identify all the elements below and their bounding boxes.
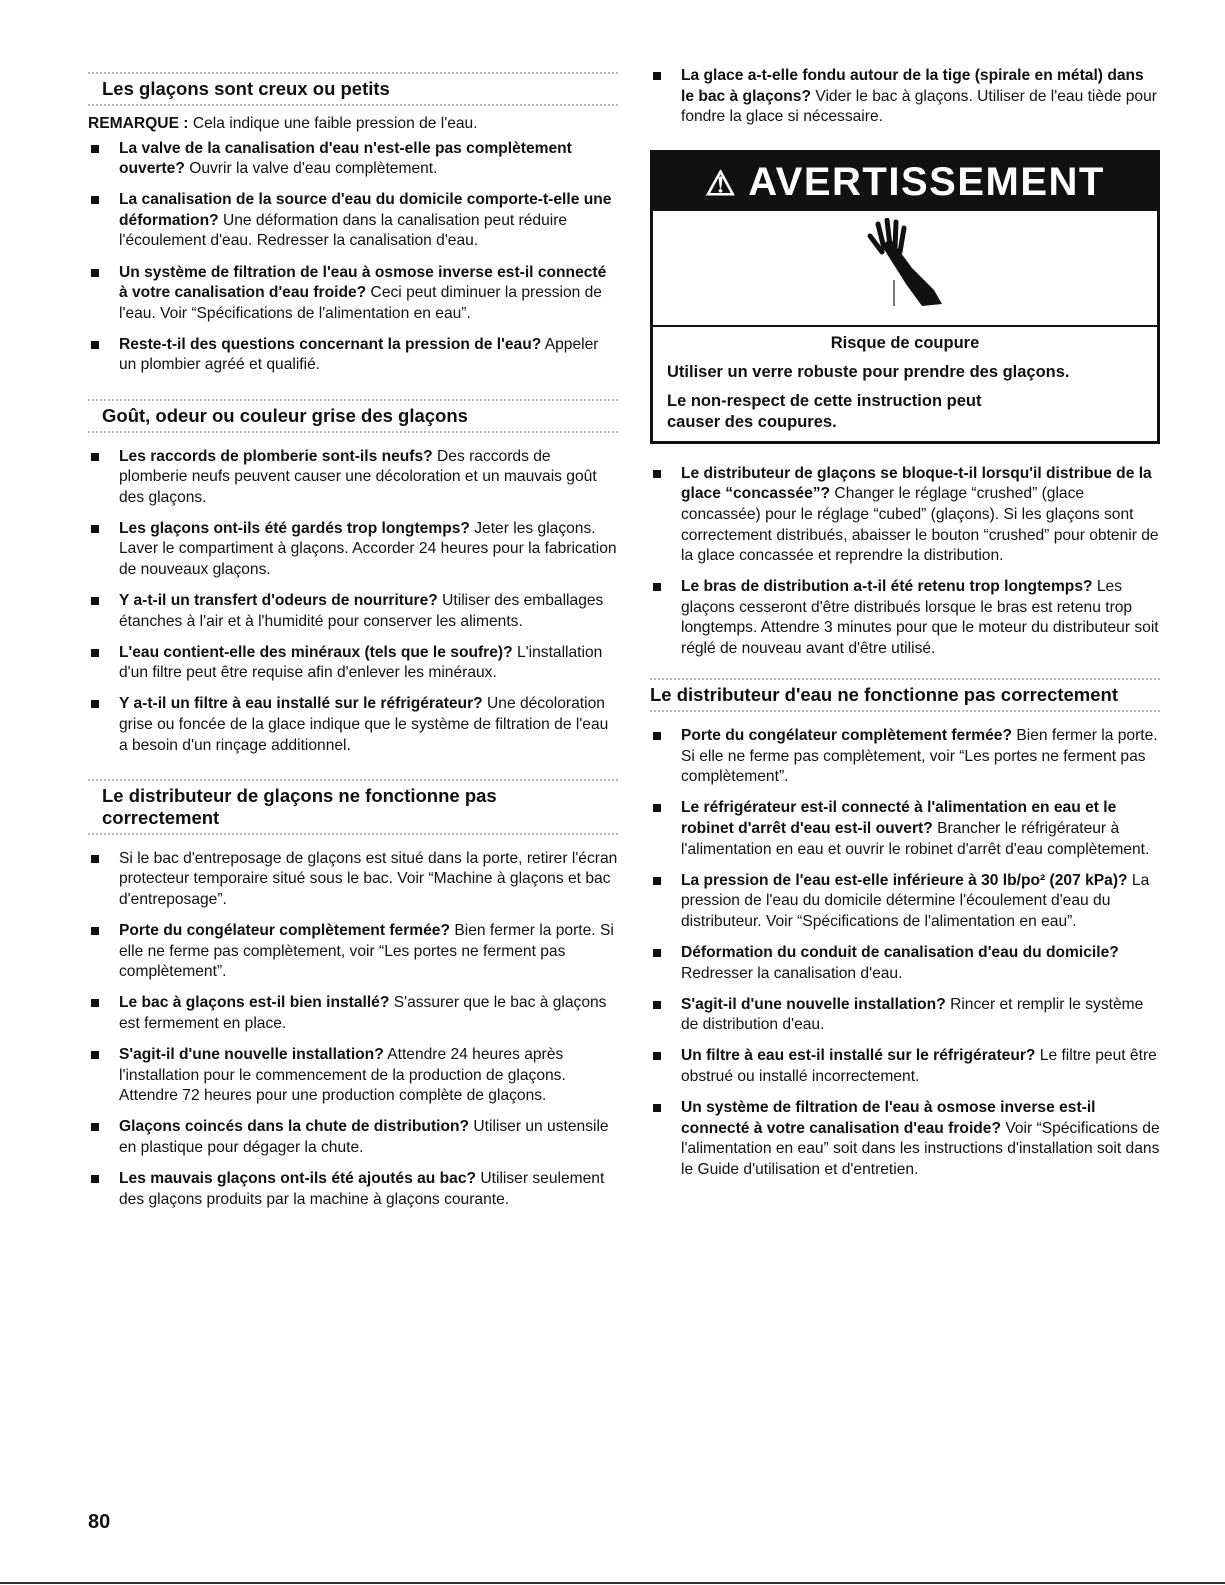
item-question: Porte du congélateur complètement fermée? bbox=[681, 727, 1013, 745]
item-answer: La pression de l'eau du domicile détermine l'écoulement d'eau du distributeur. Voir “Spécifications de l'alimentation en eau”. bbox=[681, 871, 1150, 930]
left-column bbox=[88, 0, 618, 1221]
square-bullet-icon bbox=[653, 470, 661, 478]
list-item bbox=[650, 577, 1160, 659]
item-question: Le bras de distribution a-t-il été retenu trop longtemps? bbox=[681, 578, 1093, 596]
warning-instruction: Utiliser un verre robuste pour prendre des glaçons. bbox=[667, 362, 1070, 381]
square-bullet-icon bbox=[91, 700, 99, 708]
cut-hand-icon bbox=[860, 218, 950, 318]
item-answer: Voir “Spécifications de l'alimentation en eau” soit dans les instructions d'installation soit dans le Guide d'utilisation et d'entretien. bbox=[681, 1119, 1160, 1178]
square-bullet-icon bbox=[91, 341, 99, 349]
bullet-list bbox=[88, 139, 618, 376]
section-heading: Les glaçons sont creux ou petits bbox=[102, 78, 390, 99]
item-answer: Utiliser seulement des glaçons produits par la machine à glaçons courante. bbox=[119, 1169, 605, 1208]
section-divider bbox=[88, 104, 618, 106]
list-item bbox=[650, 726, 1160, 788]
list-item bbox=[88, 190, 618, 252]
square-bullet-icon bbox=[653, 877, 661, 885]
note-text: Cela indique une faible pression de l'eau. bbox=[188, 115, 478, 132]
bullet-list bbox=[650, 66, 1160, 128]
list-item bbox=[88, 447, 618, 509]
square-bullet-icon bbox=[653, 949, 661, 957]
list-item bbox=[650, 871, 1160, 933]
item-question: Un système de filtration de l'eau à osmose inverse est-il connecté à votre canalisation d'eau froide? bbox=[681, 1099, 1096, 1137]
item-answer: Ceci peut diminuer la pression de l'eau. Voir “Spécifications de l'alimentation en eau”. bbox=[119, 284, 602, 322]
list-item bbox=[650, 995, 1160, 1036]
square-bullet-icon bbox=[653, 72, 661, 80]
item-question: Reste-t-il des questions concernant la pression de l'eau? bbox=[119, 335, 542, 353]
item-answer: L'installation d'un filtre peut être requise afin d'enlever les minéraux. bbox=[119, 643, 603, 682]
section-heading: Le distributeur de glaçons ne fonctionne pas correctement bbox=[102, 784, 497, 828]
note-label: REMARQUE : bbox=[88, 115, 189, 132]
square-bullet-icon bbox=[653, 1052, 661, 1060]
item-question: Un système de filtration de l'eau à osmose inverse est-il connecté à votre canalisation d'eau froide? bbox=[119, 263, 607, 302]
item-answer: Jeter les glaçons. Laver le compartiment à glaçons. Accorder 24 heures pour la fabrication de nouveaux glaçons. bbox=[119, 519, 617, 578]
item-question: Les mauvais glaçons ont-ils été ajoutés au bac? bbox=[119, 1169, 477, 1187]
item-answer: Les glaçons cesseront d'être distribués lorsque le bras est retenu trop longtemps. Attendre 3 minutes pour que le moteur du distributeur soit réglé de nouveau avant d'être utilisé. bbox=[681, 578, 1159, 658]
item-answer: Une déformation dans la canalisation peut réduire l'écoulement d'eau. Redresser la canalisation d'eau. bbox=[119, 211, 568, 250]
square-bullet-icon bbox=[91, 1123, 99, 1131]
item-question: La glace a-t-elle fondu autour de la tige (spirale en métal) dans le bac à glaçons? bbox=[681, 67, 1144, 105]
item-question: Le distributeur de glaçons se bloque-t-il lorsqu'il distribue de la glace “concassée”? bbox=[681, 464, 1152, 503]
item-answer: Le filtre peut être obstrué ou installé incorrectement. bbox=[681, 1047, 1157, 1085]
list-item bbox=[88, 849, 618, 911]
list-item bbox=[650, 1046, 1160, 1087]
warning-text bbox=[653, 327, 1157, 441]
item-question: Déformation du conduit de canalisation d'eau du domicile? bbox=[681, 943, 1119, 961]
square-bullet-icon bbox=[91, 597, 99, 605]
list-item bbox=[88, 993, 618, 1034]
item-answer: Bien fermer la porte. Si elle ne ferme pas complètement, voir “Les portes ne ferment pas complètement”. bbox=[681, 727, 1158, 786]
item-question: Porte du congélateur complètement fermée? bbox=[119, 922, 451, 940]
square-bullet-icon bbox=[91, 1175, 99, 1183]
item-question: L'eau contient-elle des minéraux (tels que le soufre)? bbox=[119, 643, 513, 661]
list-item bbox=[88, 519, 618, 581]
square-bullet-icon bbox=[91, 927, 99, 935]
item-answer: Attendre 24 heures après l'installation pour le commencement de la production de glaçons. Attendre 72 heures pour une production complète de glaçons. bbox=[119, 1046, 566, 1105]
square-bullet-icon bbox=[91, 855, 99, 863]
list-item bbox=[88, 921, 618, 983]
list-item bbox=[88, 335, 618, 376]
square-bullet-icon bbox=[91, 269, 99, 277]
bullet-list bbox=[650, 726, 1160, 1180]
list-item bbox=[650, 66, 1160, 128]
item-answer: Utiliser des emballages étanches à l'air et à l'humidité pour conserver les aliments. bbox=[119, 592, 604, 630]
bullet-list bbox=[650, 464, 1160, 660]
item-answer: Redresser la canalisation d'eau. bbox=[681, 964, 903, 982]
square-bullet-icon bbox=[91, 196, 99, 204]
item-answer: S'assurer que le bac à glaçons est fermement en place. bbox=[119, 994, 607, 1032]
square-bullet-icon bbox=[91, 525, 99, 533]
section-heading: Le distributeur d'eau ne fonctionne pas correctement bbox=[650, 684, 1119, 706]
item-question: Le bac à glaçons est-il bien installé? bbox=[119, 994, 390, 1012]
list-item bbox=[88, 694, 618, 756]
square-bullet-icon bbox=[91, 1051, 99, 1059]
item-answer: Brancher le réfrigérateur à l'alimentation en eau et ouvrir le robinet d'arrêt d'eau complètement. bbox=[681, 820, 1150, 858]
warning-consequence: Le non-respect de cette instruction peut causer des coupures. bbox=[667, 391, 982, 431]
list-item bbox=[88, 1045, 618, 1107]
item-answer: Une décoloration grise ou foncée de la glace indique que le système de filtration de l'eau a besoin d'un rinçage additionnel. bbox=[119, 695, 609, 754]
square-bullet-icon bbox=[91, 999, 99, 1007]
page-number: 80 bbox=[88, 1511, 111, 1533]
square-bullet-icon bbox=[91, 649, 99, 657]
list-item bbox=[88, 263, 618, 325]
list-item bbox=[88, 139, 618, 180]
list-item bbox=[650, 464, 1160, 567]
warning-pictogram bbox=[653, 211, 1157, 327]
list-item bbox=[88, 1117, 618, 1158]
item-question: Les raccords de plomberie sont-ils neufs? bbox=[119, 447, 433, 465]
item-question: La valve de la canalisation d'eau n'est-elle pas complètement ouverte? bbox=[119, 139, 572, 178]
item-question: La canalisation de la source d'eau du domicile comporte-t-elle une déformation? bbox=[119, 191, 612, 229]
note-paragraph bbox=[88, 114, 618, 135]
square-bullet-icon bbox=[91, 145, 99, 153]
warning-box bbox=[650, 150, 1160, 444]
square-bullet-icon bbox=[653, 1001, 661, 1009]
list-item bbox=[88, 591, 618, 632]
list-item bbox=[88, 1169, 618, 1210]
item-answer: Appeler un plombier agréé et qualifié. bbox=[119, 335, 599, 374]
square-bullet-icon bbox=[653, 732, 661, 740]
square-bullet-icon bbox=[653, 1104, 661, 1112]
bullet-list bbox=[88, 849, 618, 1210]
item-question: La pression de l'eau est-elle inférieure à 30 lb/po² (207 kPa)? bbox=[681, 871, 1128, 889]
list-item bbox=[650, 798, 1160, 860]
warning-triangle-icon: ⚠ bbox=[705, 164, 738, 203]
square-bullet-icon bbox=[653, 804, 661, 812]
item-answer: Ouvrir la valve d'eau complètement. bbox=[184, 160, 438, 178]
item-question: Le réfrigérateur est-il connecté à l'alimentation en eau et le robinet d'arrêt d'eau est-il ouvert? bbox=[681, 799, 1117, 837]
right-column bbox=[650, 0, 1160, 1191]
page-bottom-border bbox=[0, 1582, 1225, 1584]
item-question: Un filtre à eau est-il installé sur le réfrigérateur? bbox=[681, 1047, 1036, 1065]
list-item bbox=[650, 1098, 1160, 1180]
item-question: Y a-t-il un filtre à eau installé sur le réfrigérateur? bbox=[119, 695, 483, 713]
item-answer: Utiliser un ustensile en plastique pour dégager la chute. bbox=[119, 1118, 609, 1156]
square-bullet-icon bbox=[91, 453, 99, 461]
item-answer: Bien fermer la porte. Si elle ne ferme pas complètement, voir “Les portes ne ferment pas complètement”. bbox=[119, 922, 614, 981]
square-bullet-icon bbox=[653, 583, 661, 591]
bullet-list bbox=[88, 447, 618, 757]
item-answer: Changer le réglage “crushed” (glace concassée) pour le réglage “cubed” (glaçons). Si les glaçons sont correctement distribués, abaisser le bouton “crushed” pour obtenir de la glace concassée et reprendre la distribution. bbox=[681, 485, 1159, 565]
item-question: S'agit-il d'une nouvelle installation? bbox=[681, 995, 946, 1013]
list-item bbox=[650, 943, 1160, 984]
item-answer: Si le bac d'entreposage de glaçons est situé dans la porte, retirer l'écran protecteur temporaire situé sous le bac. Voir “Machine à glaçons et bac d'entreposage”. bbox=[119, 849, 618, 908]
item-question: Les glaçons ont-ils été gardés trop longtemps? bbox=[119, 519, 470, 537]
warning-header bbox=[653, 153, 1157, 211]
item-question: S'agit-il d'une nouvelle installation? bbox=[119, 1046, 384, 1063]
warning-risk: Risque de coupure bbox=[830, 333, 980, 352]
warning-title: AVERTISSEMENT bbox=[748, 159, 1105, 204]
item-question: Y a-t-il un transfert d'odeurs de nourriture? bbox=[119, 592, 438, 610]
item-answer: Vider le bac à glaçons. Utiliser de l'eau tiède pour fondre la glace si nécessaire. bbox=[681, 87, 1157, 126]
item-question: Glaçons coincés dans la chute de distribution? bbox=[119, 1118, 470, 1136]
item-answer: Rincer et remplir le système de distribution d'eau. bbox=[681, 995, 1144, 1034]
section-heading: Goût, odeur ou couleur grise des glaçons bbox=[102, 404, 468, 426]
item-answer: Des raccords de plomberie neufs peuvent causer une décoloration et un mauvais goût des glaçons. bbox=[119, 447, 597, 506]
list-item bbox=[88, 643, 618, 684]
